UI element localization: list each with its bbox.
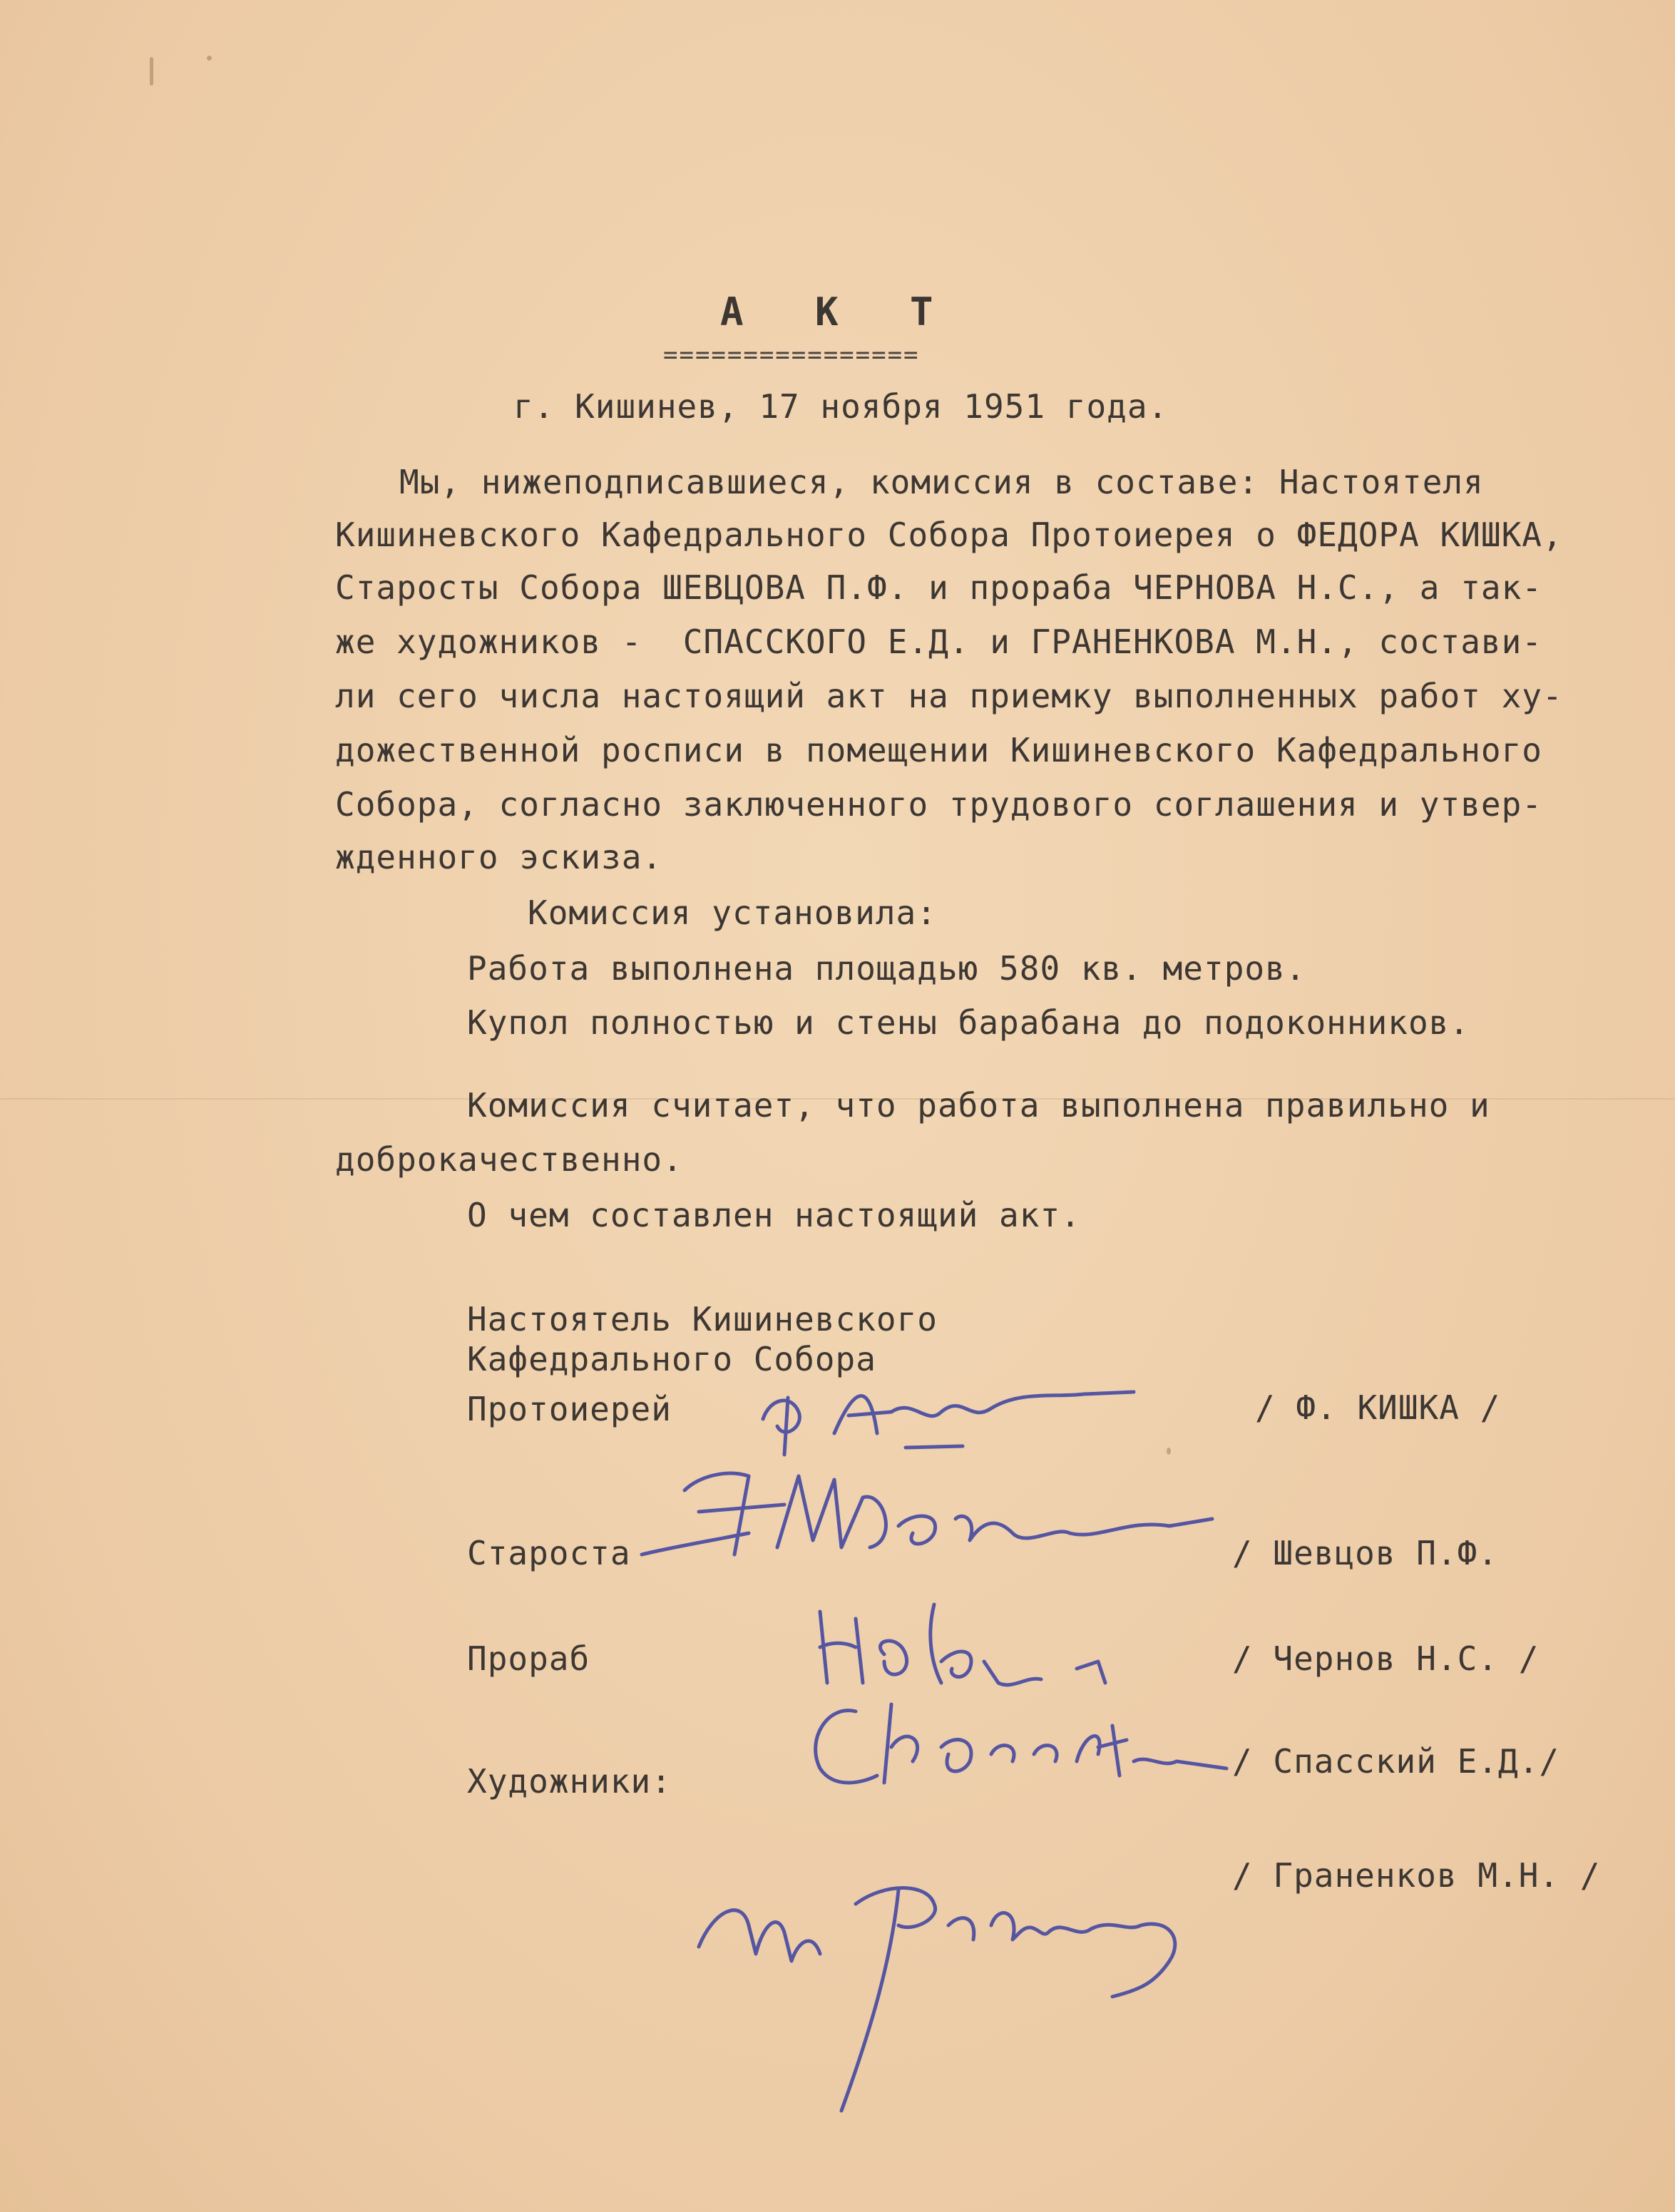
finding-line: Купол полностью и стены барабана до подоконников. bbox=[467, 1003, 1470, 1042]
body-line: Старосты Собора ШЕВЦОВА П.Ф. и прораба ЧЕРНОВА Н.С., а так- bbox=[335, 568, 1542, 607]
body-line: дожественной росписи в помещении Кишиневского Кафедрального bbox=[335, 731, 1542, 769]
artist2-signature bbox=[685, 1861, 1226, 2132]
artist1-name: / Спасский Е.Д./ bbox=[1232, 1742, 1560, 1781]
elder-name: / Шевцов П.Ф. bbox=[1232, 1534, 1499, 1572]
foreman-name: / Чернов Н.С. / bbox=[1232, 1639, 1540, 1678]
artists-title: Художники: bbox=[467, 1762, 672, 1801]
body-line: Собора, согласно заключенного трудового соглашения и утвер- bbox=[335, 785, 1542, 824]
rector-title: Протоиерей bbox=[467, 1390, 672, 1428]
foreman-title: Прораб bbox=[467, 1639, 590, 1678]
body-line: жденного эскиза. bbox=[335, 838, 663, 876]
rector-name: / Ф. КИШКА / bbox=[1255, 1388, 1501, 1427]
elder-title: Староста bbox=[467, 1534, 631, 1572]
body-line: же художников - СПАССКОГО Е.Д. и ГРАНЕНКОВА М.Н., состави- bbox=[335, 623, 1542, 661]
ink-mark bbox=[150, 57, 153, 86]
ink-mark bbox=[207, 56, 212, 61]
body-line: Кишиневского Кафедрального Собора Протоиерея о ФЕДОРА КИШКА, bbox=[335, 516, 1563, 554]
body-line: Мы, нижеподписавшиеся, комиссия в составе: Настоятеля bbox=[399, 463, 1484, 501]
commission-heading: Комиссия установила: bbox=[528, 893, 937, 932]
document-title: А К Т bbox=[720, 290, 958, 334]
elder-signature bbox=[628, 1448, 1226, 1590]
rector-label: Кафедрального Собора bbox=[467, 1340, 876, 1378]
artist2-name: / Граненков М.Н. / bbox=[1232, 1856, 1601, 1895]
artist1-signature bbox=[799, 1683, 1241, 1826]
finding-line: Работа выполнена площадью 580 кв. метров. bbox=[467, 949, 1306, 988]
body-line: ли сего числа настоящий акт на приемку выполненных работ ху- bbox=[335, 677, 1563, 715]
title-underline: ================ bbox=[663, 341, 920, 369]
rector-label: Настоятель Кишиневского bbox=[467, 1300, 938, 1338]
conclusion-line: доброкачественно. bbox=[335, 1140, 683, 1179]
place-date: г. Кишинев, 17 ноября 1951 года. bbox=[513, 387, 1169, 426]
conclusion-line: Комиссия считает, что работа выполнена правильно и bbox=[467, 1086, 1490, 1125]
closing-line: О чем составлен настоящий акт. bbox=[467, 1196, 1081, 1234]
